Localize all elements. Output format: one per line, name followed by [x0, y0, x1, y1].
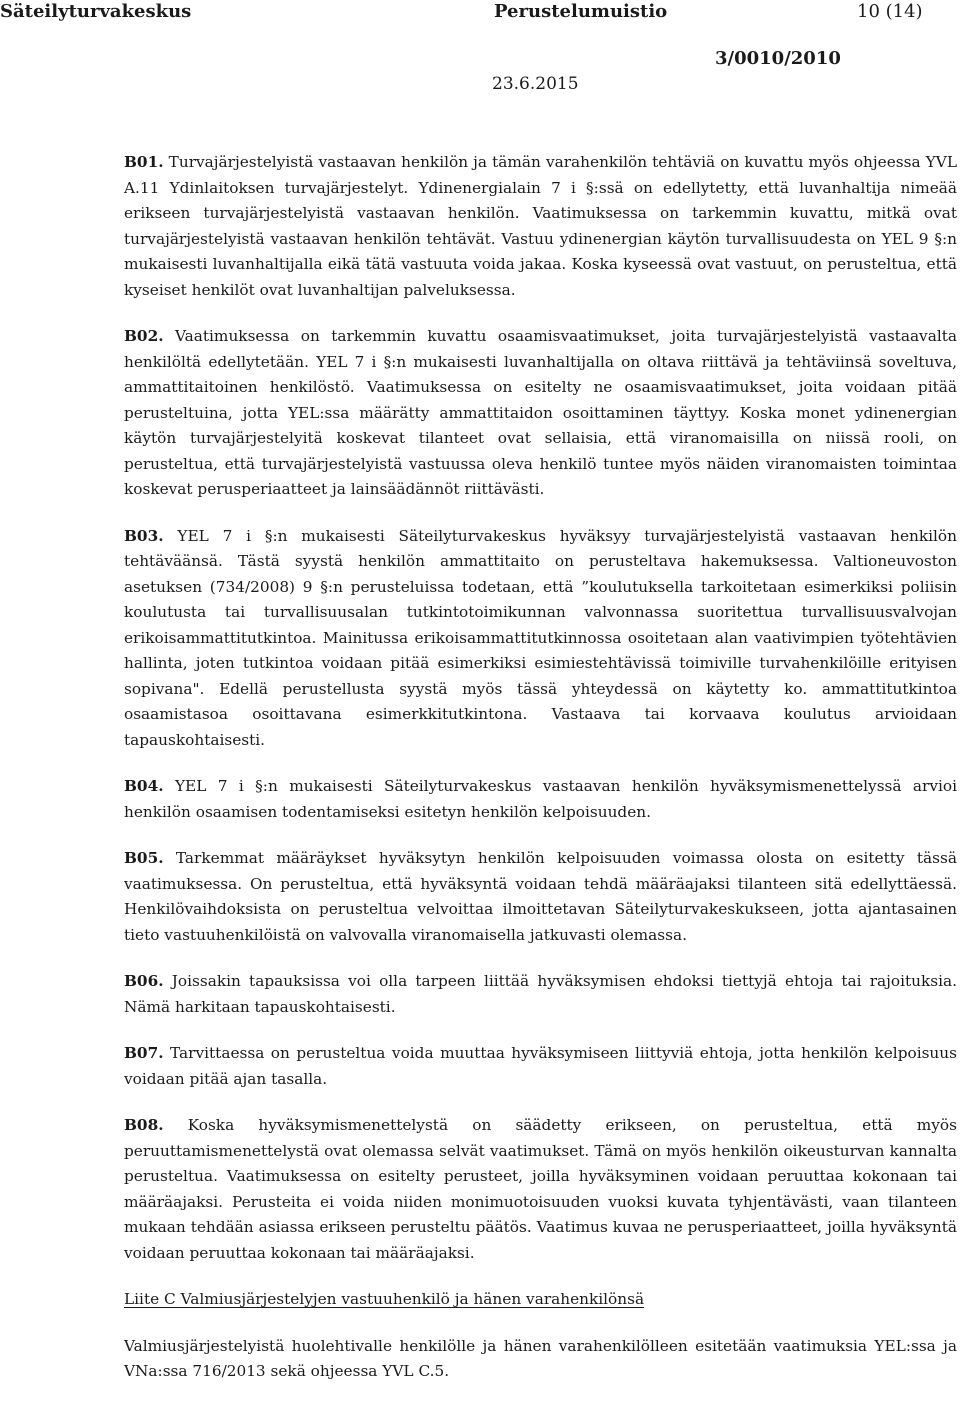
- paragraph-b07: [124, 1041, 957, 1092]
- document-date: 23.6.2015: [492, 74, 579, 94]
- document-body: [124, 150, 957, 1385]
- paragraph-code: B07.: [124, 1044, 164, 1062]
- paragraph-b05: [124, 846, 957, 948]
- page-number: 10 (14): [857, 1, 923, 22]
- section-title: Liite C Valmiusjärjestelyjen vastuuhenkilö ja hänen varahenkilönsä: [124, 1290, 645, 1308]
- paragraph-text: Koska hyväksymismenettelystä on säädetty erikseen, on perusteltua, että myös peruuttamismenettelystä ovat olemassa selvät vaatimukset. Tämä on myös henkilön oikeusturvan kannalta perusteltua. Vaatimuksessa on esitelty perusteet, joilla hyväksyminen voidaan peruuttaa kokonaan tai määräajaksi. Perusteita ei voida niiden monimuotoisuuden vuoksi kuvata tyhjentävästi, vaan tilanteen mukaan tehdään asiassa erikseen perusteltu päätös. Vaatimus kuvaa ne perusperiaatteet, joilla hyväksyntä voidaan peruuttaa kokonaan tai määräajaksi.: [124, 1116, 957, 1262]
- paragraph-text: Vaatimuksessa on tarkemmin kuvattu osaamisvaatimukset, joita turvajärjestelyistä vastaavalta henkilöltä edellytetään. YEL 7 i §:n mukaisesti luvanhaltijalla on oltava riittävä ja tehtäviinsä soveltuva, ammattitaitoinen henkilöstö. Vaatimuksessa on esitelty ne osaamisvaatimukset, joita voidaan pitää perusteltuina, jotta YEL:ssa määrätty ammattitaidon osoittaminen täyttyy. Koska monet ydinenergian käytön turvajärjestelyitä koskevat tilanteet ovat sellaisia, että viranomaisilla on niissä rooli, on perusteltua, että turvajärjestelyistä vastuussa oleva henkilö tuntee myös näiden viranomaisten toimintaa koskevat perusperiaatteet ja lainsäädännöt riittävästi.: [124, 327, 957, 498]
- paragraph-text: Turvajärjestelyistä vastaavan henkilön ja tämän varahenkilön tehtäviä on kuvattu myös ohjeessa YVL A.11 Ydinlaitoksen turvajärjestelyt. Ydinenergialain 7 i §:ssä on edellytetty, että luvanhaltija nimeää erikseen turvajärjestelyistä vastaavan henkilön. Vaatimuksessa on tarkemmin kuvattu, mitkä ovat turvajärjestelyistä vastaavan henkilön tehtävät. Vastuu ydinenergian käytön turvallisuudesta on YEL 9 §:n mukaisesti luvanhaltijalla eikä tätä vastuuta voida jakaa. Koska kyseessä ovat vastuut, on perusteltua, että kyseiset henkilöt ovat luvanhaltijan palveluksessa.: [124, 153, 957, 299]
- paragraph-code: B02.: [124, 327, 164, 345]
- section-paragraph: Valmiusjärjestelyistä huolehtivalle henkilölle ja hänen varahenkilölleen esitetään vaatimuksia YEL:ssa ja VNa:ssa 716/2013 sekä ohjeessa YVL C.5.: [124, 1336, 957, 1380]
- paragraph-text: Joissakin tapauksissa voi olla tarpeen liittää hyväksymisen ehdoksi tiettyjä ehtoja tai rajoituksia. Nämä harkitaan tapauskohtaisesti.: [124, 972, 957, 1016]
- paragraph-b06: [124, 969, 957, 1020]
- paragraph-b01: [124, 150, 957, 303]
- paragraph-code: B05.: [124, 849, 164, 867]
- organization-name: Säteilyturvakeskus: [0, 1, 192, 22]
- paragraph-text: YEL 7 i §:n mukaisesti Säteilyturvakeskus hyväksyy turvajärjestelyistä vastaavan henkilön tehtäväänsä. Tästä syystä henkilön ammattitaito on perusteltava hakemuksessa. Valtioneuvoston asetuksen (734/2008) 9 §:n perusteluissa todetaan, että ”koulutuksella tarkoitetaan esimerkiksi poliisin koulutusta tai turvallisuusalan tutkintotoimikunnan valvonnassa suoritettua turvallisuusvalvojan erikoisammattitutkintoa. Mainitussa erikoisammattitutkinnossa osoitetaan alan vaativimpien työtehtävien hallinta, joten tutkintoa voidaan pitää esimerkiksi esimiestehtävissä toimiville turvahenkilöille erityisen sopivana". Edellä perustellusta syystä myös tässä yhteydessä on käytetty ko. ammattitutkintoa osaamistasoa osoittavana esimerkkitutkintona. Vastaava tai korvaava koulutus arvioidaan tapauskohtaisesti.: [124, 526, 957, 749]
- paragraph-code: B04.: [124, 777, 164, 795]
- paragraph-b04: [124, 774, 957, 825]
- document-number: 3/0010/2010: [715, 48, 841, 69]
- paragraph-b02: [124, 324, 957, 503]
- paragraph-b03: [124, 524, 957, 754]
- paragraph-code: B03.: [124, 526, 164, 545]
- paragraph-code: B08.: [124, 1116, 164, 1134]
- paragraph-text: YEL 7 i §:n mukaisesti Säteilyturvakeskus vastaavan henkilön hyväksymismenettelyssä arvioi henkilön osaamisen todentamiseksi esitetyn henkilön kelpoisuuden.: [124, 777, 957, 821]
- document-type: Perustelumuistio: [494, 1, 668, 22]
- page-header: [0, 0, 960, 100]
- paragraph-code: B06.: [124, 972, 164, 990]
- paragraph-text: Tarkemmat määräykset hyväksytyn henkilön kelpoisuuden voimassa olosta on esitetty tässä vaatimuksessa. On perusteltua, että hyväksyntä voidaan tehdä määräajaksi tilanteen sitä edellyttäessä. Henkilövaihdoksista on perusteltua velvoittaa ilmoittetavan Säteilyturvakeskukseen, jotta ajantasainen tieto vastuuhenkilöistä on valvovalla viranomaisella jatkuvasti olemassa.: [124, 849, 957, 944]
- paragraph-text: Tarvittaessa on perusteltua voida muuttaa hyväksymiseen liittyviä ehtoja, jotta henkilön kelpoisuus voidaan pitää ajan tasalla.: [124, 1044, 957, 1088]
- paragraph-b08: [124, 1113, 957, 1266]
- paragraph-code: B01.: [124, 153, 164, 171]
- section-heading: [124, 1287, 957, 1313]
